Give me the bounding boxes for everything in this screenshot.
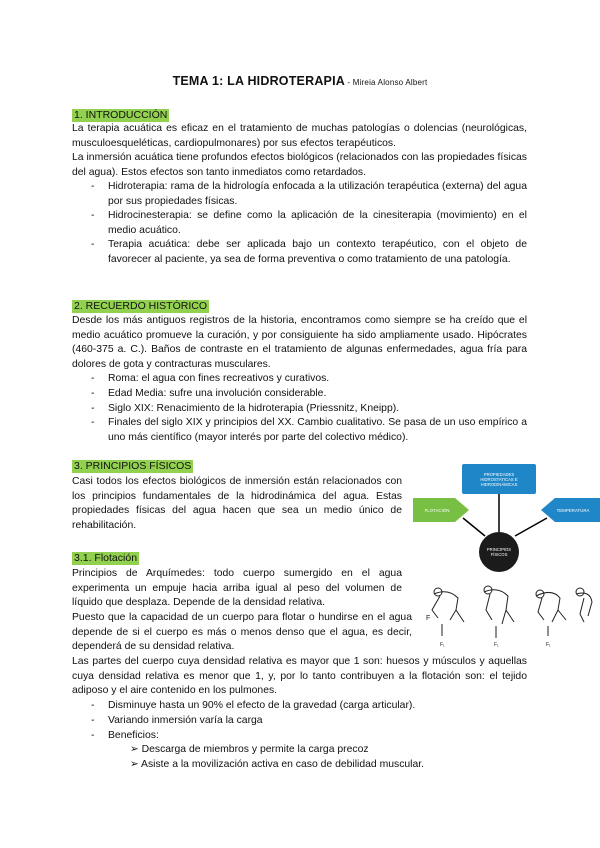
figure-4-body: [576, 593, 592, 622]
list-item: - Terapia acuática: debe ser aplicada bajo un contexto terapéutico, con el objeto de favorecer al paciente, ya sea de forma preventiva o como tratamiento de una patología.: [92, 238, 527, 267]
section-heading-principios-fisicos: 3. PRINCIPIOS FÍSICOS: [74, 460, 192, 472]
arrow-bullet-icon: ➢: [130, 744, 142, 755]
history-paragraph: Desde los más antiguos registros de la historia, encontramos como siempre se ha creído que el medio acuático promueve la curación, y por consiguiente ha sido ampliamente usado. Hipócrates (460-375 a. C.). Baños de contraste en el tratamiento de algunas enfermedades, agua fría para dolores de gota y contracturas musculares.: [72, 315, 527, 370]
figure-label-f: F: [426, 615, 431, 622]
list-item: - Hidrocinesterapia: se define como la aplicación de la cinesiterapia (movimiento) en el medio acuático.: [92, 209, 527, 238]
list-item-text: Siglo XIX: Renacimiento de la hidroterapia (Priessnitz, Kneipp).: [108, 403, 400, 414]
figure-label-f1: F₁: [546, 642, 551, 648]
connector-right: [515, 518, 547, 536]
sub-list-item-text: Asiste a la movilización activa en caso de debilidad muscular.: [141, 759, 425, 770]
author-name: - Mireia Alonso Albert: [345, 78, 428, 87]
list-item-text: Hidroterapia: rama de la hidrología enfocada a la utilización terapéutica (externa) del agua por sus propiedades físicas.: [108, 181, 527, 207]
list-item: - Variando inmersión varía la carga: [92, 714, 527, 729]
section-heading-flotacion: 3.1. Flotación: [74, 552, 138, 564]
principles-paragraph: Casi todos los efectos biológicos de inmersión están relacionados con los principios fundamentales de la hidrodinámica del agua. Estas propiedades físicas del agua hacen que sea un medio único de rehabilitación.: [72, 476, 402, 531]
list-item: - Edad Media: sufre una involución considerable.: [92, 387, 527, 402]
flotation-paragraph-1: Principios de Arquímedes: todo cuerpo sumergido en el agua experimenta un empuje hacia arriba igual al peso del volumen de líquido que desplaza. Depende de la densidad relativa.: [72, 568, 402, 609]
box-propiedades-label: PROPIEDADES HIDROSTATICAS E HIDRODINÁMICAS: [480, 472, 518, 487]
list-item-text: Beneficios:: [108, 730, 159, 741]
sub-list-item-text: Descarga de miembros y permite la carga precoz: [141, 744, 369, 755]
flotation-paragraph-2: Puesto que la capacidad de un cuerpo para flotar o hundirse en el agua depende de si el cuerpo es más o menos denso que el agua, es decir, dependerá de su densidad relativa.: [72, 612, 412, 653]
center-circle-label: PRINCIPIOS FÍSICOS: [486, 547, 512, 557]
intro-paragraph-2: La inmersión acuática tiene profundos efectos biológicos (relacionados con las propiedades físicas del agua). Estos efectos son tanto inmediatos como retardados.: [72, 152, 527, 178]
section-heading-recuerdo-historico: 2. RECUERDO HISTÓRICO: [74, 300, 208, 312]
list-item: - Finales del siglo XIX y principios del XX. Cambio cualitativo. Se pasa de un uso empírico a uno más científico (mayor interés por parte del colectivo médico).: [92, 416, 527, 445]
intro-paragraph-1: La terapia acuática es eficaz en el tratamiento de muchas patologías o dolencias (neurológicas, musculoesqueléticas, cardiopulmonares) por sus efectos terapéuticos.: [72, 123, 527, 149]
list-item: - Hidroterapia: rama de la hidrología enfocada a la utilización terapéutica (externa) del agua por sus propiedades físicas.: [92, 180, 527, 209]
list-item-text: Hidrocinesterapia: se define como la aplicación de la cinesiterapia (movimiento) en el medio acuático.: [108, 210, 527, 236]
figure-label-f1: F₁: [440, 642, 445, 648]
list-item-text: Edad Media: sufre una involución considerable.: [108, 388, 327, 399]
physical-principles-diagram: [411, 456, 600, 596]
list-item-text: Terapia acuática: debe ser aplicada bajo un contexto terapéutico, con el objeto de favorecer al paciente, ya sea de forma preventiva o como tratamiento de una patología.: [108, 239, 527, 265]
list-item-text: Finales del siglo XIX y principios del XX. Cambio cualitativo. Se pasa de un uso empírico a uno más científico (mayor interés por parte del colectivo médico).: [108, 417, 527, 443]
list-item: - Disminuye hasta un 90% el efecto de la gravedad (carga articular).: [92, 699, 527, 714]
connector-left: [463, 518, 485, 536]
list-item-text: Variando inmersión varía la carga: [108, 715, 263, 726]
figure-label-f1: F₁: [494, 642, 499, 648]
list-item: - Beneficios:: [92, 729, 527, 744]
title-text: TEMA 1: LA HIDROTERAPIA: [172, 74, 345, 88]
page-title: [0, 74, 600, 88]
sub-list-item: [130, 743, 369, 758]
box-temperatura-label: TEMPERATURA: [556, 508, 590, 513]
box-flotacion-label: FLOTACIÓN: [424, 508, 450, 513]
figure-4-head: [576, 588, 584, 596]
flotation-paragraph-3: Las partes del cuerpo cuya densidad relativa es mayor que 1 son: huesos y músculos y aquellas cuya densidad relativa es menor que 1, y, por lo tanto contribuyen a la flotación son: el tejido adiposo y el aire contenido en los pulmones.: [72, 656, 527, 697]
list-item-text: Disminuye hasta un 90% el efecto de la gravedad (carga articular).: [108, 700, 416, 711]
figure-2-body: [484, 590, 514, 624]
arrow-bullet-icon: ➢: [130, 759, 142, 770]
buoyancy-figure: [420, 580, 595, 652]
list-item-text: Roma: el agua con fines recreativos y curativos.: [108, 373, 330, 384]
list-item: - Siglo XIX: Renacimiento de la hidroterapia (Priessnitz, Kneipp).: [92, 402, 527, 417]
section-heading-introduccion: 1. INTRODUCCIÓN: [74, 109, 168, 121]
list-item: - Roma: el agua con fines recreativos y curativos.: [92, 372, 527, 387]
sub-list-item: [130, 758, 424, 773]
figure-3-body: [536, 592, 566, 622]
